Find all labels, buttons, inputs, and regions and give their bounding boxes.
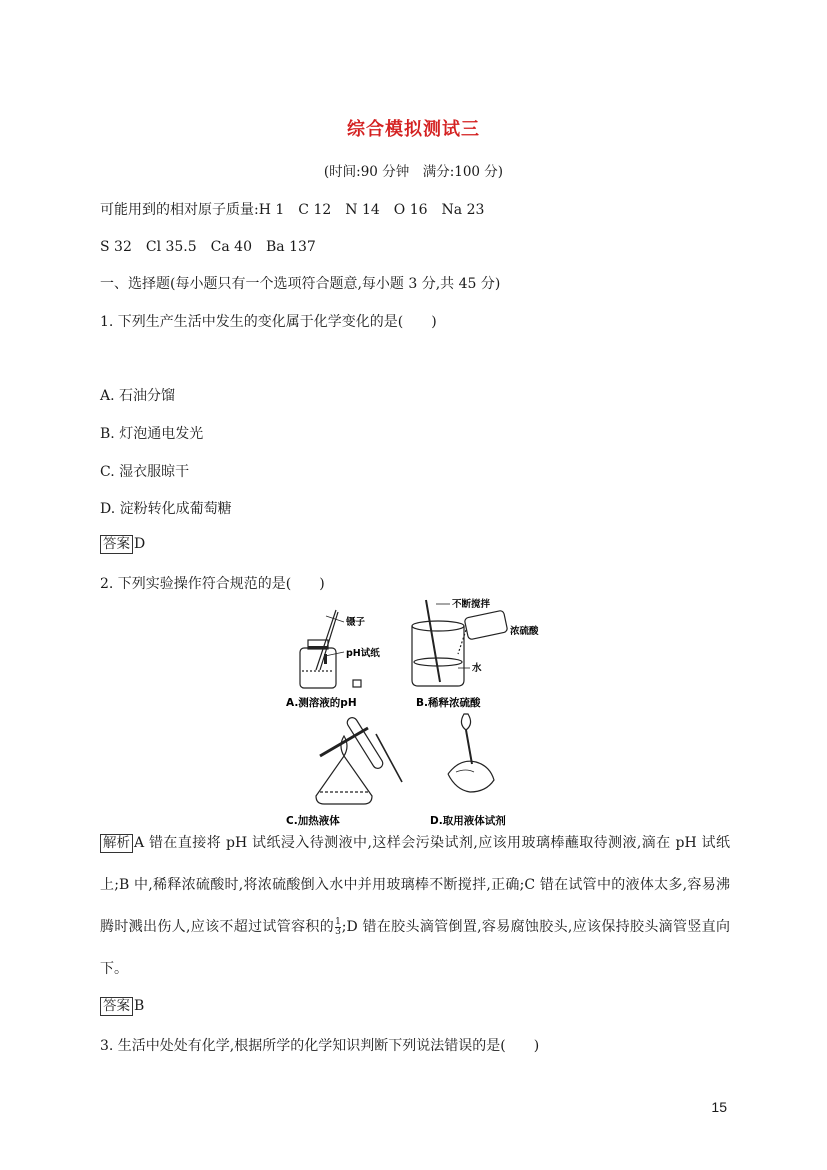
flame-c [341,736,347,756]
exam-info: (时间:90 分钟 满分:100 分) [323,164,504,180]
tweezers-arm-2 [320,612,338,670]
finger-line-d [456,770,474,772]
question-1-option-d: D. 淀粉转化成葡萄糖 [100,501,232,517]
caption-b: B.稀释浓硫酸 [416,697,481,709]
question-2-analysis [100,822,730,990]
page-number: 15 [711,1099,727,1115]
label-tweezers: 镊子 [346,617,366,628]
answer-tag: 答案 [100,997,133,1016]
ph-paper-strip [324,654,327,664]
section-heading: 一、选择题(每小题只有一个选项符合题意,每小题 3 分,共 45 分) [100,276,501,292]
caption-d: D.取用液体试剂 [430,815,506,827]
atomic-mass-line-2: S 32 Cl 35.5 Ca 40 Ba 137 [100,239,316,255]
label-ph-paper: pH试纸 [346,648,380,659]
dropper-tube-d [466,730,472,764]
fraction-one-third: $\frac{1}{3}$ [335,916,341,937]
analysis-text-1: A 错在直接将 pH 试纸浸入待测液中,这样会污染试剂,应该用玻璃棒蘸取待测液,滴在 pH 试纸上;B 中,稀释浓硫酸时,将浓硫酸倒入水中并用玻璃棒不断搅拌,正确;C 错在试管中的液体太多,容易沸腾时溅出伤人,应该不超过试管容积的 [100,835,730,935]
caption-a: A.测溶液的pH [286,697,357,709]
experiment-diagram [280,596,550,830]
label-stir: 不断搅拌 [452,599,491,610]
test-tube-c [345,716,384,770]
caption-c: C.加热液体 [286,815,340,827]
page-title: 综合模拟测试三 [347,119,480,140]
question-1-option-b: B. 灯泡通电发光 [100,426,204,442]
reagent-bottle-a [300,648,336,688]
tube-holder-c [320,728,368,756]
beaker-rim-b [412,621,464,631]
question-1-stem: 1. 下列生产生活中发生的变化属于化学变化的是( ) [100,314,437,330]
ph-paper-leader [325,652,344,656]
answer-tag: 答案 [100,535,133,554]
question-2-answer: B [134,998,145,1014]
question-3-stem: 3. 生活中处处有化学,根据所学的化学知识判断下列说法错误的是( ) [100,1038,540,1054]
glass-rod-b [426,600,440,682]
acid-bottle-b [464,610,508,640]
question-1-option-c: C. 湿衣服晾干 [100,464,190,480]
acid-stream [458,630,466,654]
atomic-mass-line-1: 可能用到的相对原子质量:H 1 C 12 N 14 O 16 Na 23 [100,202,485,218]
question-1-answer-row [100,535,145,554]
label-acid: 浓硫酸 [510,626,539,637]
beaker-b [412,626,464,686]
alcohol-lamp-c [316,756,372,804]
bottle-cap-a [308,646,328,649]
question-2-answer-row [100,997,144,1016]
hand-d [448,761,494,792]
small-dish-a [353,680,361,687]
experiment-figure [280,596,550,830]
question-1-answer: D [134,536,146,552]
question-2-stem: 2. 下列实验操作符合规范的是( ) [100,576,325,592]
label-water: 水 [472,663,482,674]
analysis-tag: 解析 [100,834,133,853]
analysis-text-2: ;D 错在胶头滴管倒置,容易腐蚀胶头,应该保持胶头滴管竖直向下。 [100,919,730,977]
question-1-option-a: A. 石油分馏 [100,388,176,404]
dropper-bulb-d [461,714,470,730]
